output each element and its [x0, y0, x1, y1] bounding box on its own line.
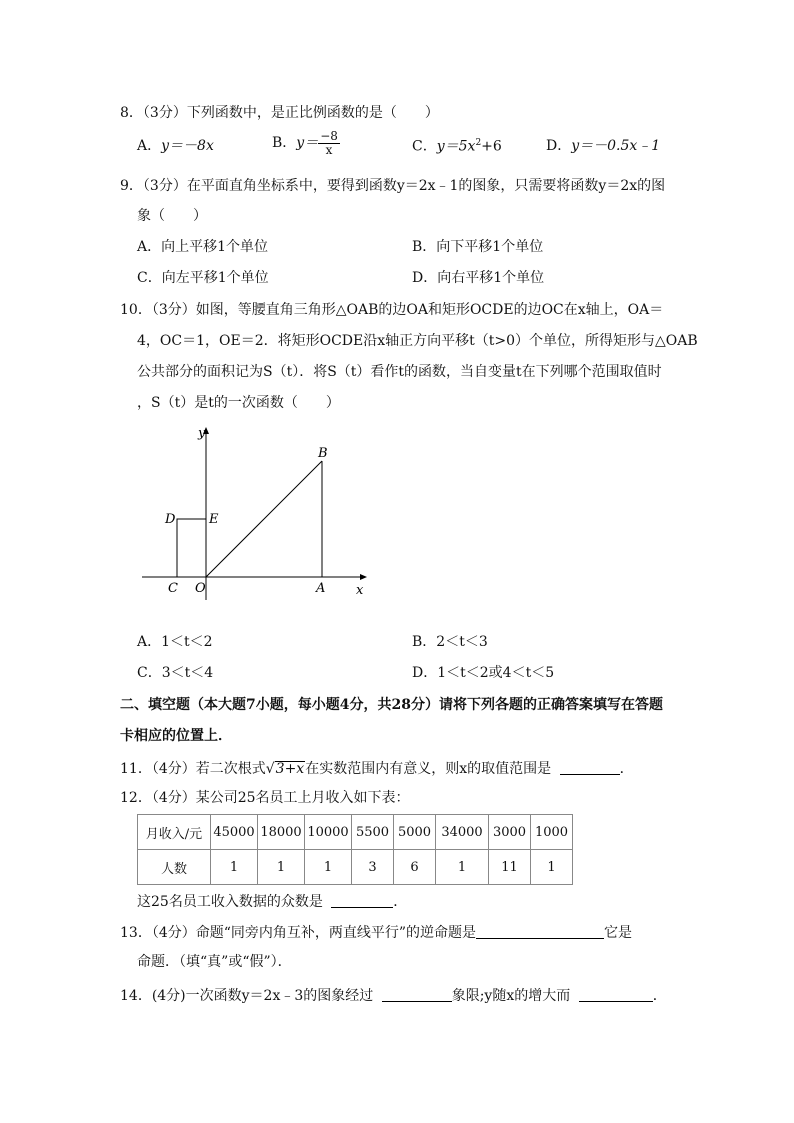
q11	[120, 760, 634, 776]
label-e: E	[209, 512, 219, 527]
q8-c-superscript: 2	[475, 138, 482, 148]
q10-line-2: 4，OC＝1，OE＝2．将矩形OCDE沿x轴正方向平移t（t>0）个单位，所得矩形与△OAB	[137, 333, 698, 349]
q10-line-4: ，S（t）是t的一次函数（ ）	[137, 395, 340, 411]
income-table	[137, 814, 573, 885]
count-row	[138, 850, 573, 885]
label-c: C	[168, 581, 178, 596]
q8-b-label: B．	[272, 135, 297, 152]
count-cell: 1	[258, 850, 305, 885]
income-header: 月收入/元	[138, 815, 211, 850]
q8-b-denominator: x	[325, 142, 333, 157]
section-2-title-line-2: 卡相应的位置上．	[120, 728, 232, 744]
q13-line-1-post: 它是	[604, 925, 633, 941]
income-cell: 3000	[489, 815, 531, 850]
q12-after-text: 这25名员工收入数据的众数是	[137, 894, 323, 910]
label-a: A	[316, 581, 326, 596]
q9-line-2: 象（ ）	[137, 208, 207, 224]
q8-c-expr-post: +6	[481, 138, 502, 155]
segment-ob	[206, 461, 322, 577]
q8-d-expr: y＝－0.5x﹣1	[571, 138, 661, 154]
q8-c-expr-pre: y＝5x	[436, 138, 476, 155]
q9-option-a: A．向上平移1个单位	[137, 239, 269, 255]
q13-line-1	[120, 924, 632, 940]
rectangle-ocde	[177, 519, 206, 577]
q13-line-1-pre: 13．（4分）命题“同旁内角互补，两直线平行”的逆命题是	[120, 925, 477, 941]
sqrt-sign: √	[265, 761, 275, 777]
q11-radicand: 3+x	[275, 761, 305, 777]
q12-answer-blank[interactable]	[331, 893, 393, 908]
q12-after	[137, 893, 407, 909]
income-cell: 5000	[394, 815, 436, 850]
label-d: D	[165, 512, 176, 527]
q12-end: ．	[393, 894, 408, 910]
count-cell: 1	[531, 850, 573, 885]
income-cell: 5500	[352, 815, 394, 850]
label-b: B	[318, 446, 328, 461]
income-cell: 10000	[305, 815, 352, 850]
q10-line-1: 10．（3分）如图，等腰直角三角形△OAB的边OA和矩形OCDE的边OC在x轴上，OA＝	[120, 302, 664, 318]
q10-option-a: A．1＜t＜2	[137, 634, 213, 650]
q14-end: ．	[652, 988, 667, 1004]
q9-option-d: D．向右平移1个单位	[412, 270, 545, 286]
count-cell: 6	[394, 850, 436, 885]
q14-pre: 14．(4分)一次函数y＝2x﹣3的图象经过	[120, 988, 374, 1004]
section-2-title-line-1: 二、填空题（本大题7小题，每小题4分，共28分）请将下列各题的正确答案填写在答题	[120, 697, 663, 713]
count-header: 人数	[138, 850, 211, 885]
q9-line-1: 9．（3分）在平面直角坐标系中，要得到函数y＝2x﹣1的图象，只需要将函数y＝2x的图	[120, 178, 666, 194]
q10-line-3: 公共部分的面积记为S（t）．将S（t）看作t的函数，当自变量t在下列哪个范围取值时	[137, 364, 662, 380]
count-cell: 1	[305, 850, 352, 885]
q8-d-label: D．	[546, 138, 572, 154]
count-cell: 3	[352, 850, 394, 885]
q8-stem: 8．（3分）下列函数中，是正比例函数的是（ ）	[120, 105, 439, 121]
income-cell: 1000	[531, 815, 573, 850]
q10-option-d: D．1＜t＜2或4＜t＜5	[412, 665, 555, 681]
count-cell: 1	[436, 850, 489, 885]
q14	[120, 987, 667, 1003]
q14-mid: 象限;y随x的增大而	[451, 988, 571, 1004]
income-row	[138, 815, 573, 850]
q8-b-numerator: −8	[320, 129, 338, 143]
q11-pre: 11．（4分）若二次根式	[120, 761, 266, 777]
q14-answer-blank-1[interactable]	[382, 987, 452, 1002]
q11-answer-blank[interactable]	[560, 760, 620, 775]
count-cell: 11	[489, 850, 531, 885]
label-o: O	[195, 581, 206, 596]
label-x: x	[356, 583, 364, 598]
q11-end: ．	[619, 761, 634, 777]
q8-b-lhs: y＝	[296, 135, 319, 152]
income-cell: 45000	[211, 815, 258, 850]
q8-a-expr: y＝－8x	[161, 138, 214, 154]
q14-answer-blank-2[interactable]	[579, 987, 653, 1002]
q13-line-2: 命题．（填“真”或“假”）．	[137, 954, 292, 970]
q8-a-label: A．	[137, 138, 162, 154]
q12-stem: 12．（4分）某公司25名员工上月收入如下表：	[120, 790, 410, 806]
q13-answer-blank[interactable]	[476, 924, 604, 939]
q10-option-b: B．2＜t＜3	[412, 634, 488, 650]
q9-option-b: B．向下平移1个单位	[412, 239, 544, 255]
label-y: y	[198, 426, 206, 441]
count-cell: 1	[211, 850, 258, 885]
income-cell: 18000	[258, 815, 305, 850]
q8-c-label: C．	[412, 138, 437, 155]
q11-post: 在实数范围内有意义，则x的取值范围是	[305, 761, 552, 777]
q10-option-c: C．3＜t＜4	[137, 665, 214, 681]
q9-option-c: C．向左平移1个单位	[137, 270, 269, 286]
income-cell: 34000	[436, 815, 489, 850]
